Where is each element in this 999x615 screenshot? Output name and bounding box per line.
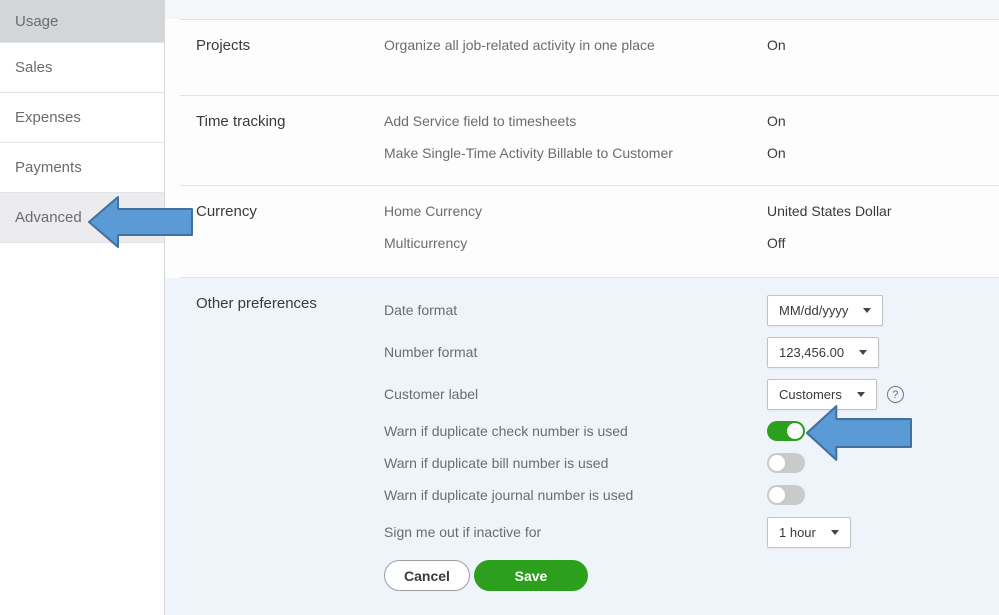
setting-value: Off [767, 235, 786, 251]
sidebar-item-label: Payments [15, 159, 82, 176]
setting-label: Warn if duplicate journal number is used [384, 486, 634, 503]
setting-row [384, 37, 999, 69]
customer-label-dropdown[interactable] [767, 379, 877, 410]
setting-control [767, 37, 786, 54]
save-button[interactable]: Save [474, 560, 588, 591]
warn-if-duplicate-check-number-is-used-toggle[interactable] [767, 421, 805, 441]
setting-row [384, 203, 999, 235]
previous-section-edge [165, 0, 999, 19]
dropdown-selected-value: Customers [779, 387, 842, 402]
setting-label: Make Single-Time Activity Billable to Customer [384, 145, 673, 161]
cancel-button[interactable]: Cancel [384, 560, 470, 591]
setting-control [767, 145, 786, 162]
settings-content [165, 0, 999, 615]
setting-row [384, 113, 999, 145]
settings-sections [165, 19, 999, 615]
setting-row [384, 379, 999, 410]
sidebar-item-expenses[interactable] [0, 93, 164, 143]
sidebar-item-usage[interactable] [0, 0, 164, 43]
setting-row [384, 485, 999, 505]
setting-control [767, 517, 851, 548]
setting-row [384, 453, 999, 473]
sidebar-item-label: Sales [15, 59, 53, 76]
setting-row [384, 235, 999, 267]
dropdown-selected-value: 123,456.00 [779, 345, 845, 360]
setting-row [384, 337, 999, 368]
setting-control [767, 453, 805, 473]
setting-label: Organize all job-related activity in one place [384, 37, 655, 53]
caret-down-icon [831, 530, 839, 535]
section-projects [165, 20, 999, 95]
setting-row [384, 295, 999, 326]
date-format-dropdown[interactable] [767, 295, 883, 326]
setting-control [767, 113, 786, 130]
number-format-dropdown[interactable] [767, 337, 879, 368]
setting-control [767, 203, 892, 220]
sidebar-item-label: Advanced [15, 209, 82, 226]
setting-value: On [767, 145, 786, 161]
setting-row [384, 517, 999, 548]
warn-if-duplicate-journal-number-is-used-toggle[interactable] [767, 485, 805, 505]
setting-row [384, 421, 999, 441]
caret-down-icon [857, 392, 865, 397]
caret-down-icon [863, 308, 871, 313]
setting-value: On [767, 113, 786, 129]
setting-control [767, 379, 904, 410]
setting-label: Add Service field to timesheets [384, 113, 577, 129]
sidebar-item-sales[interactable] [0, 43, 164, 93]
footer-actions [384, 560, 999, 591]
setting-label: Number format [384, 344, 478, 360]
setting-control [767, 337, 879, 368]
section-title: Projects [196, 37, 251, 54]
setting-row [384, 145, 999, 177]
section-currency [165, 186, 999, 277]
setting-label: Customer label [384, 386, 479, 402]
settings-sidebar [0, 0, 165, 615]
setting-control [767, 295, 883, 326]
dropdown-selected-value: 1 hour [779, 525, 816, 540]
setting-control [767, 235, 785, 252]
sidebar-item-label: Expenses [15, 109, 81, 126]
section-time-tracking [165, 96, 999, 185]
section-title: Other preferences [196, 295, 317, 312]
help-icon[interactable]: ? [887, 386, 904, 403]
setting-label: Sign me out if inactive for [384, 524, 542, 540]
section-other-preferences [165, 278, 999, 615]
setting-value: United States Dollar [767, 203, 892, 219]
dropdown-selected-value: MM/dd/yyyy [779, 303, 849, 318]
setting-label: Multicurrency [384, 235, 468, 251]
setting-control [767, 421, 805, 441]
sign-me-out-if-inactive-for-dropdown[interactable] [767, 517, 851, 548]
setting-value: On [767, 37, 786, 53]
setting-control [767, 485, 805, 505]
sidebar-item-label: Usage [15, 12, 59, 30]
section-title: Time tracking [196, 113, 286, 130]
caret-down-icon [859, 350, 867, 355]
setting-label: Home Currency [384, 203, 483, 219]
warn-if-duplicate-bill-number-is-used-toggle[interactable] [767, 453, 805, 473]
section-title: Currency [196, 203, 257, 220]
setting-label: Warn if duplicate check number is used [384, 422, 628, 439]
setting-label: Warn if duplicate bill number is used [384, 454, 609, 471]
setting-label: Date format [384, 302, 458, 318]
sidebar-item-advanced[interactable] [0, 193, 164, 243]
sidebar-item-payments[interactable] [0, 143, 164, 193]
